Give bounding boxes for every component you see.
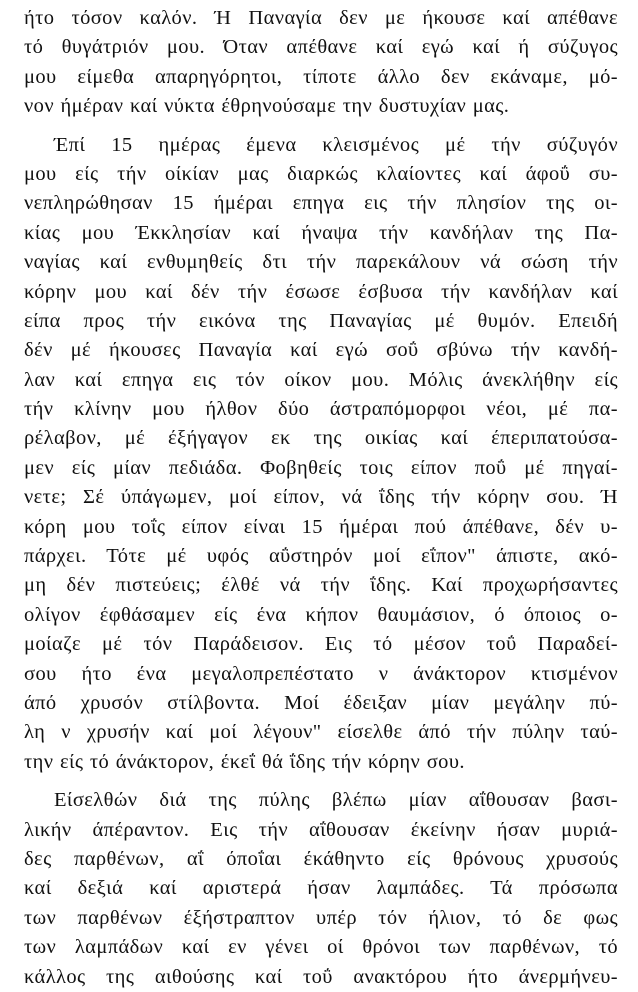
text-line: ναγίας καί ενθυμηθείς δτι τήν παρεκάλουν νά σώση τήν bbox=[24, 251, 618, 274]
text-line: Είσελθών διά της πύλης βλέπω μίαν αΐθουσαν βασι- bbox=[54, 789, 618, 812]
text-line: νον ήμέραν καί νύκτα έθρηνούσαμε την δυστυχίαν μας. bbox=[24, 95, 510, 118]
text-line: σου ήτο ένα μεγαλοπρεπέστατο ν άνάκτορον κτισμένον bbox=[24, 662, 618, 685]
text-line: την είς τό άνάκτορον, έκεΐ θά ΐδης τήν κόρην σου. bbox=[24, 750, 465, 773]
text-line: μου είμεθα απαρηγόρητοι, τίποτε άλλο δεν εκάναμε, μό- bbox=[24, 65, 618, 88]
text-line: καί δεξιά καί αριστερά ήσαν λαμπάδες. Τά πρόσωπα bbox=[24, 877, 618, 900]
text-line: νετε; Σέ ύπάγωμεν, μοί είπον, νά ΐδης τήν κόρην σου. Ή bbox=[24, 486, 618, 509]
text-line: Έπί 15 ημέρας έμενα κλεισμένος μέ τήν σύζυγόν bbox=[54, 133, 618, 156]
text-line: κίας μου Έκκλησίαν καί ήναψα τήν κανδήλαν της Πα- bbox=[24, 221, 618, 244]
text-line: των λαμπάδων καί εν γένει οί θρόνοι των παρθένων, τό bbox=[24, 936, 618, 959]
paragraph-2 bbox=[24, 131, 618, 778]
paragraph-1 bbox=[24, 4, 618, 122]
text-line: τό θυγάτριόν μου. Όταν απέθανε καί εγώ καί ή σύζυγος bbox=[24, 36, 618, 59]
text-line: είπα προς τήν εικόνα της Παναγίας μέ θυμόν. Επειδή bbox=[24, 309, 618, 332]
text-line: των παρθένων έξήστραπτον υπέρ τόν ήλιον, τό δε φως bbox=[24, 906, 618, 929]
text-line: δέν μέ ήκουσες Παναγία καί εγώ σοΰ σβύνω τήν κανδή- bbox=[24, 339, 618, 362]
text-line: κόρην μου καί δέν τήν έσωσε έσβυσα τήν κανδήλαν καί bbox=[24, 280, 618, 303]
text-line: μοίαζε μέ τόν Παράδεισον. Εις τό μέσον τοΰ Παραδεί- bbox=[24, 633, 618, 656]
text-line: δες παρθένων, αΐ όποΐαι έκάθηντο είς θρόνους χρυσούς bbox=[24, 847, 618, 870]
text-line: μου είς τήν οίκίαν μας διαρκώς κλαίοντες καί άφοΰ συ- bbox=[24, 162, 618, 185]
text-line: νεπληρώθησαν 15 ήμέραι επηγα εις τήν πλησίον της οι- bbox=[24, 192, 618, 215]
text-line: μη δέν πιστεύεις; έλθέ νά τήν ΐδης. Καί προχωρήσαντες bbox=[24, 574, 618, 597]
paragraph-3 bbox=[24, 786, 618, 992]
text-line: άπό χρυσόν στίλβοντα. Μοί έδειξαν μίαν μεγάλην πύ- bbox=[24, 691, 618, 714]
text-line: πάρχει. Τότε μέ υφός αΰστηρόν μοί εΐπον" άπιστε, ακό- bbox=[24, 545, 618, 568]
text-line: κάλλος της αιθούσης καί τοΰ ανακτόρου ήτο άνερμήνευ- bbox=[24, 965, 618, 988]
text-line: ρέλαβον, μέ έξήγαγον εκ της οικίας καί έπεριπατούσα- bbox=[24, 427, 618, 450]
text-line: λη ν χρυσήν καί μοί λέγουν" είσελθε άπό τήν πύλην ταύ- bbox=[24, 721, 618, 744]
text-line: ήτο τόσον καλόν. Ή Παναγία δεν με ήκουσε καί απέθανε bbox=[24, 7, 618, 29]
text-line: μεν είς μίαν πεδιάδα. Φοβηθείς τοις είπον ποΰ μέ πηγαί- bbox=[24, 456, 618, 479]
text-line: λαν καί επηγα εις τόν οίκον μου. Μόλις άνεκλήθην είς bbox=[24, 368, 618, 391]
text-line: τήν κλίνην μου ήλθον δύο άστραπόμορφοι νέοι, μέ πα- bbox=[24, 398, 618, 421]
text-line: λικήν άπέραντον. Εις τήν αΐθουσαν έκείνην ήσαν μυριά- bbox=[24, 818, 618, 841]
text-line: κόρη μου τοΐς είπον είναι 15 ήμέραι πού άπέθανε, δέν υ- bbox=[24, 515, 618, 538]
text-line: ολίγον έφθάσαμεν είς ένα κήπον θαυμάσιον, ό όποιος ο- bbox=[24, 603, 618, 626]
